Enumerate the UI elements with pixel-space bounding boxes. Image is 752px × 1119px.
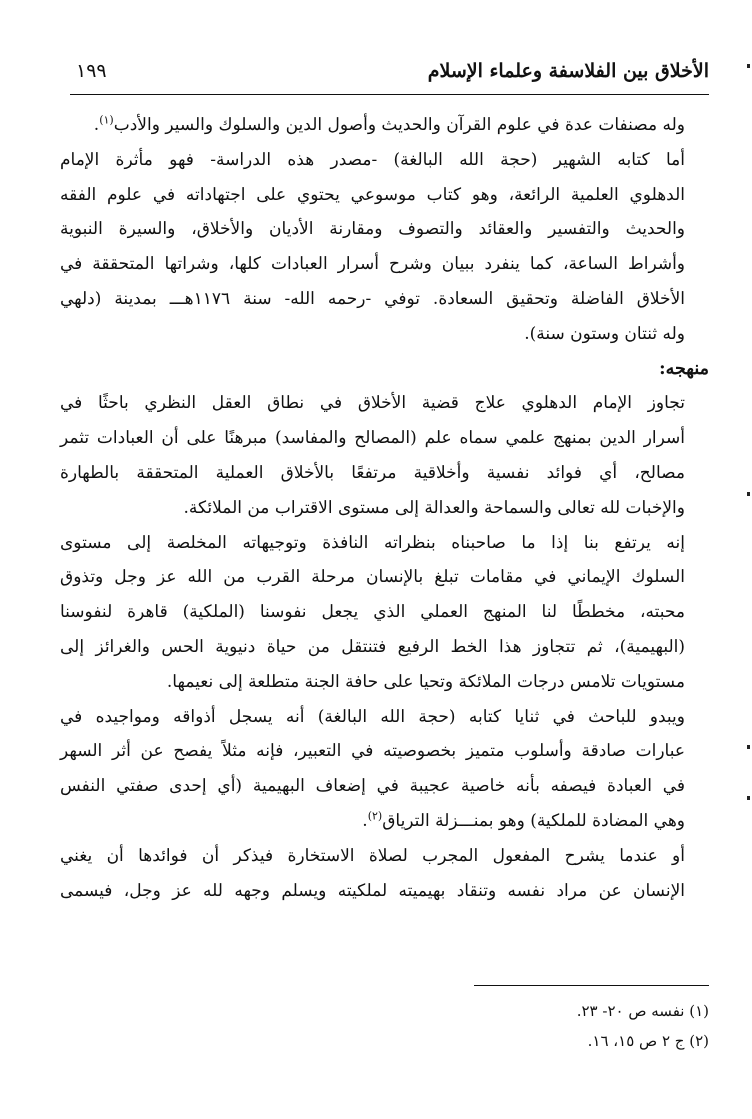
text-line: والحديث والتفسير والعقائد والتصوف ومقارنة الأديان والأخلاق، والسيرة النبوية xyxy=(60,219,685,240)
paragraph xyxy=(60,143,709,352)
text-line: وأشراط الساعة، كما ينفرد ببيان وشرح أسرار العبادات كلها، وشراتها المتحققة في xyxy=(60,254,685,275)
page-header xyxy=(70,58,709,92)
text-line: تجاوز الإمام الدهلوي علاج قضية الأخلاق في نطاق العقل النظري باحثًا في xyxy=(60,393,685,414)
paragraph xyxy=(60,108,709,143)
text-line: أما كتابه الشهير (حجة الله البالغة) -مصدر هذه الدراسة- فهو مأثرة الإمام xyxy=(60,149,685,170)
text-line: وله مصنفات عدة في علوم القرآن والحديث وأصول الدين والسلوك والسير والأدب$^{(١)}$. xyxy=(93,113,685,135)
text-line: الأخلاق الفاضلة وتحقيق السعادة. توفي -رحمه الله- سنة ١١٧٦هـــ بمدينة (دلهي xyxy=(60,288,685,309)
footnote: (٢) ج ٢ ص ١٥، ١٦. xyxy=(587,1032,709,1050)
text-line: ويبدو للباحث في ثنايا كتابه (حجة الله البالغة) أنه يسجل أذواقه ومواجيده في xyxy=(60,706,685,727)
section-heading: منهجه: xyxy=(659,358,709,379)
text-line: محبته، مخططًا لنا المنهج العملي الذي يجعل نفوسنا (الملكية) قاهرة لنفوسنا xyxy=(60,602,685,623)
text-line: في العبادة فيصفه بأنه خاصية عجيبة في إضعاف البهيمية (أي إحدى صفتي النفس xyxy=(60,776,685,797)
text-line: السلوك الإيماني في مقامات تبلغ بالإنسان مرحلة القرب من الله عز وجل وتذوق xyxy=(60,567,685,588)
text-line: إنه يرتفع بنا إذا ما صاحبناه بنظراته النافذة وتوجيهاته المخلصة إلى مستوى xyxy=(60,532,685,553)
running-title: الأخلاق بين الفلاسفة وعلماء الإسلام xyxy=(427,60,709,82)
scan-edge-mark xyxy=(747,64,750,68)
footnotes xyxy=(380,996,709,1056)
page-number: ١٩٩ xyxy=(76,60,107,82)
text-line: وله ثنتان وستون سنة). xyxy=(524,323,685,344)
text-line: والإخبات لله تعالى والسماحة والعدالة إلى مستوى الاقتراب من الملائكة. xyxy=(183,497,685,518)
scan-edge-mark xyxy=(747,796,750,800)
header-divider xyxy=(70,94,709,95)
body-text xyxy=(60,108,709,908)
footnote-ref: (١) xyxy=(99,113,114,127)
footnote: (١) نفسه ص ٢٠- ٢٣. xyxy=(576,1002,709,1020)
scan-edge-mark xyxy=(747,745,750,749)
text-line: أو عندما يشرح المفعول المجرب لصلاة الاستخارة فيذكر أن فوائدها أن يغني xyxy=(60,845,685,866)
text-line: أسرار الدين بمنهج علمي سماه علم (المصالح والمفاسد) مبرهنًا على أن العبادات تثمر xyxy=(60,428,685,449)
text-line: الدهلوي العلمية الرائعة، وهو كتاب موسوعي يحتوي على اجتهاداته في علوم الفقه xyxy=(60,184,685,205)
text-line: عبارات صادقة وأسلوب متميز بخصوصيته في التعبير، فإنه مثلاً يفصح عن أثر السهر xyxy=(60,741,685,762)
scan-edge-mark xyxy=(747,492,750,496)
footnote-ref: (٢) xyxy=(367,809,383,823)
text-line: مستويات تلامس درجات الملائكة وتحيا على حافة الجنة متطلعة إلى نعيمها. xyxy=(166,671,685,692)
paragraph xyxy=(60,386,709,525)
text-line: (البهيمية)، ثم تتجاوز هذا الخط الرفيع فتنتقل من حياة دنيوية الحس والغرائز إلى xyxy=(60,636,685,657)
text-line: الإنسان عن مراد نفسه وتنقاد بهيميته لملكيته ويسلم وجهه لله عز وجل، فيسمى xyxy=(60,880,685,901)
footnote-divider xyxy=(474,985,709,986)
paragraph xyxy=(60,839,709,909)
paragraph xyxy=(60,526,709,700)
text-line: مصالح، أي فوائد نفسية وأخلاقية مرتفعًا بالأخلاق العملية المتحققة بالطهارة xyxy=(60,462,685,483)
paragraph xyxy=(60,700,709,839)
text-line: وهي المضادة للملكية) وهو بمنـــزلة الترياق$^{(٢)}$. xyxy=(362,809,685,831)
